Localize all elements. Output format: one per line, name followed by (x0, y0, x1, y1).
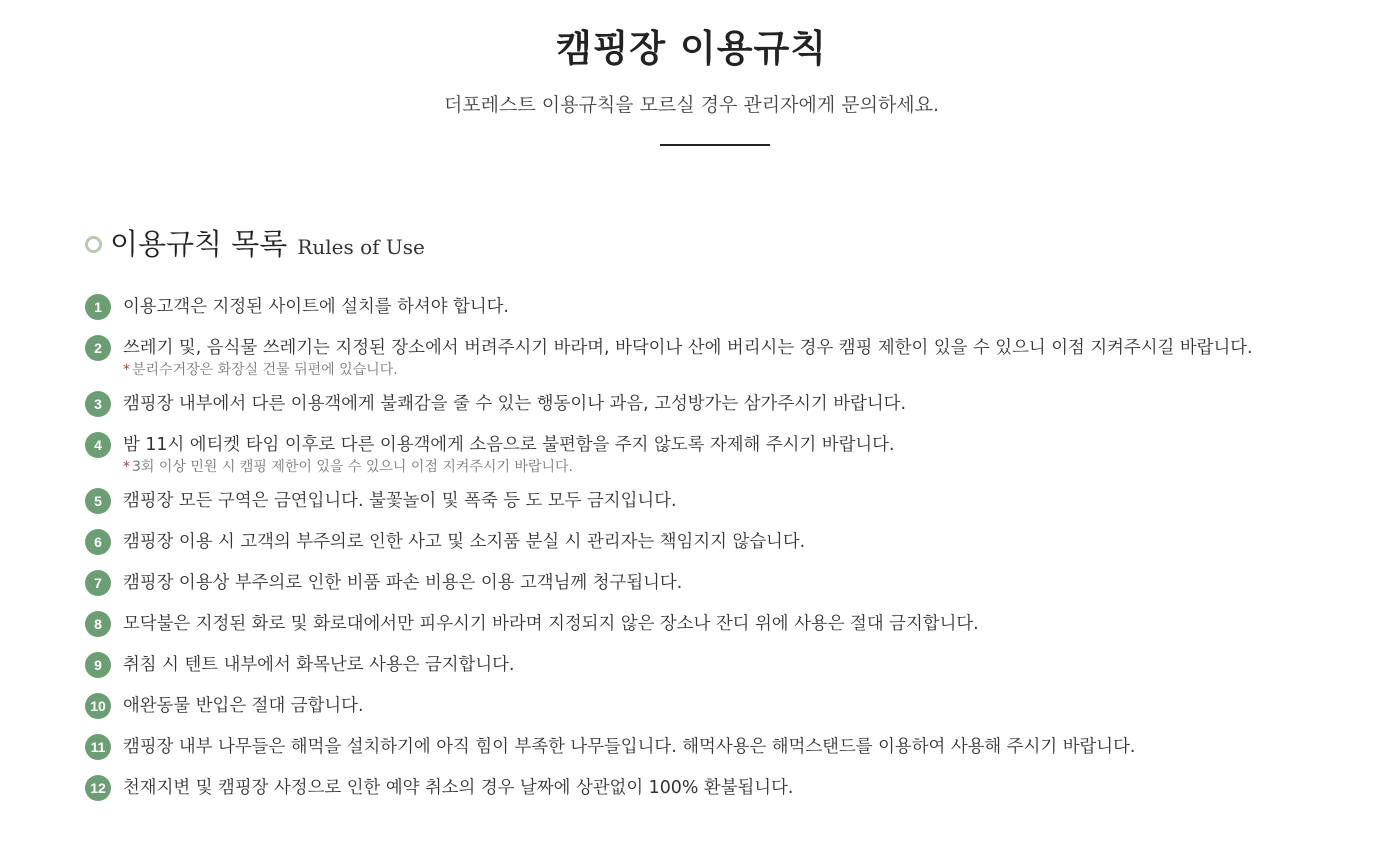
rule-number-badge: 11 (85, 734, 111, 760)
rule-number-badge: 7 (85, 570, 111, 596)
rule-body (123, 734, 1135, 760)
rule-body (123, 652, 514, 678)
rule-note-text: 분리수거장은 화장실 건물 뒤편에 있습니다. (132, 362, 398, 378)
rule-body (123, 611, 979, 637)
rule-text: 캠핑장 이용 시 고객의 부주의로 인한 사고 및 소지품 분실 시 관리자는 책임지지 않습니다. (123, 532, 806, 552)
rule-text: 캠핑장 내부 나무들은 해먹을 설치하기에 아직 힘이 부족한 나무들입니다. 해먹사용은 해먹스탠드를 이용하여 사용해 주시기 바랍니다. (123, 737, 1136, 757)
rule-body (123, 529, 805, 555)
rule-body (123, 391, 906, 417)
rule-item (85, 391, 1365, 417)
rule-body (123, 432, 895, 476)
rule-text: 취침 시 텐트 내부에서 화목난로 사용은 금지합니다. (123, 655, 515, 675)
rule-text: 캠핑장 내부에서 다른 이용객에게 불쾌감을 줄 수 있는 행동이나 과음, 고성방가는 삼가주시기 바랍니다. (123, 394, 906, 414)
rule-text: 모닥불은 지정된 화로 및 화로대에서만 피우시기 바라며 지정되지 않은 장소나 잔디 위에 사용은 절대 금지합니다. (123, 614, 979, 634)
section-heading (85, 222, 425, 263)
page-subtitle: 더포레스트 이용규칙을 모르실 경우 관리자에게 문의하세요. (443, 94, 940, 116)
circle-bullet-icon (85, 236, 102, 253)
rule-note-text: 3회 이상 민원 시 캠핑 제한이 있을 수 있으니 이점 지켜주시기 바랍니다. (132, 459, 573, 475)
rule-item (85, 335, 1365, 379)
rule-note (123, 361, 1253, 379)
note-asterisk: * (123, 362, 130, 378)
rule-body (123, 570, 682, 596)
rule-body (123, 488, 677, 514)
rule-item (85, 775, 1365, 801)
page-title: 캠핑장 이용규칙 (555, 27, 828, 70)
rule-item (85, 294, 1365, 320)
rule-item (85, 432, 1365, 476)
note-asterisk: * (123, 459, 130, 475)
rule-number-badge: 3 (85, 391, 111, 417)
rule-body (123, 693, 364, 719)
rule-body (123, 775, 793, 801)
rule-number-badge: 4 (85, 432, 111, 458)
rule-note (123, 458, 895, 476)
rule-number-badge: 9 (85, 652, 111, 678)
rule-text: 밤 11시 에티켓 타임 이후로 다른 이용객에게 소음으로 불편함을 주지 않도록 자제해 주시기 바랍니다. (123, 435, 895, 455)
rule-number-badge: 8 (85, 611, 111, 637)
rule-item (85, 570, 1365, 596)
rule-item (85, 734, 1365, 760)
rule-item (85, 652, 1365, 678)
title-divider (660, 144, 770, 146)
rule-number-badge: 2 (85, 335, 111, 361)
rules-list (85, 294, 1365, 816)
rule-body (123, 294, 509, 320)
rule-number-badge: 6 (85, 529, 111, 555)
rule-text: 캠핑장 이용상 부주의로 인한 비품 파손 비용은 이용 고객님께 청구됩니다. (123, 573, 683, 593)
rule-number-badge: 5 (85, 488, 111, 514)
rule-item (85, 693, 1365, 719)
rule-number-badge: 10 (85, 693, 111, 719)
section-title: 이용규칙 목록 (110, 227, 288, 261)
section-title-english: Rules of Use (297, 234, 425, 259)
rule-body (123, 335, 1253, 379)
rule-number-badge: 1 (85, 294, 111, 320)
rule-item (85, 488, 1365, 514)
rule-text: 쓰레기 및, 음식물 쓰레기는 지정된 장소에서 버려주시기 바라며, 바닥이나 산에 버리시는 경우 캠핑 제한이 있을 수 있으니 이점 지켜주시길 바랍니다. (123, 338, 1253, 358)
rule-item (85, 611, 1365, 637)
rule-text: 캠핑장 모든 구역은 금연입니다. 불꽃놀이 및 폭죽 등 도 모두 금지입니다. (123, 491, 677, 511)
rule-number-badge: 12 (85, 775, 111, 801)
rule-text: 천재지변 및 캠핑장 사정으로 인한 예약 취소의 경우 날짜에 상관없이 100% 환불됩니다. (123, 778, 794, 798)
rule-text: 이용고객은 지정된 사이트에 설치를 하셔야 합니다. (123, 297, 509, 317)
rule-item (85, 529, 1365, 555)
rule-text: 애완동물 반입은 절대 금합니다. (123, 696, 364, 716)
